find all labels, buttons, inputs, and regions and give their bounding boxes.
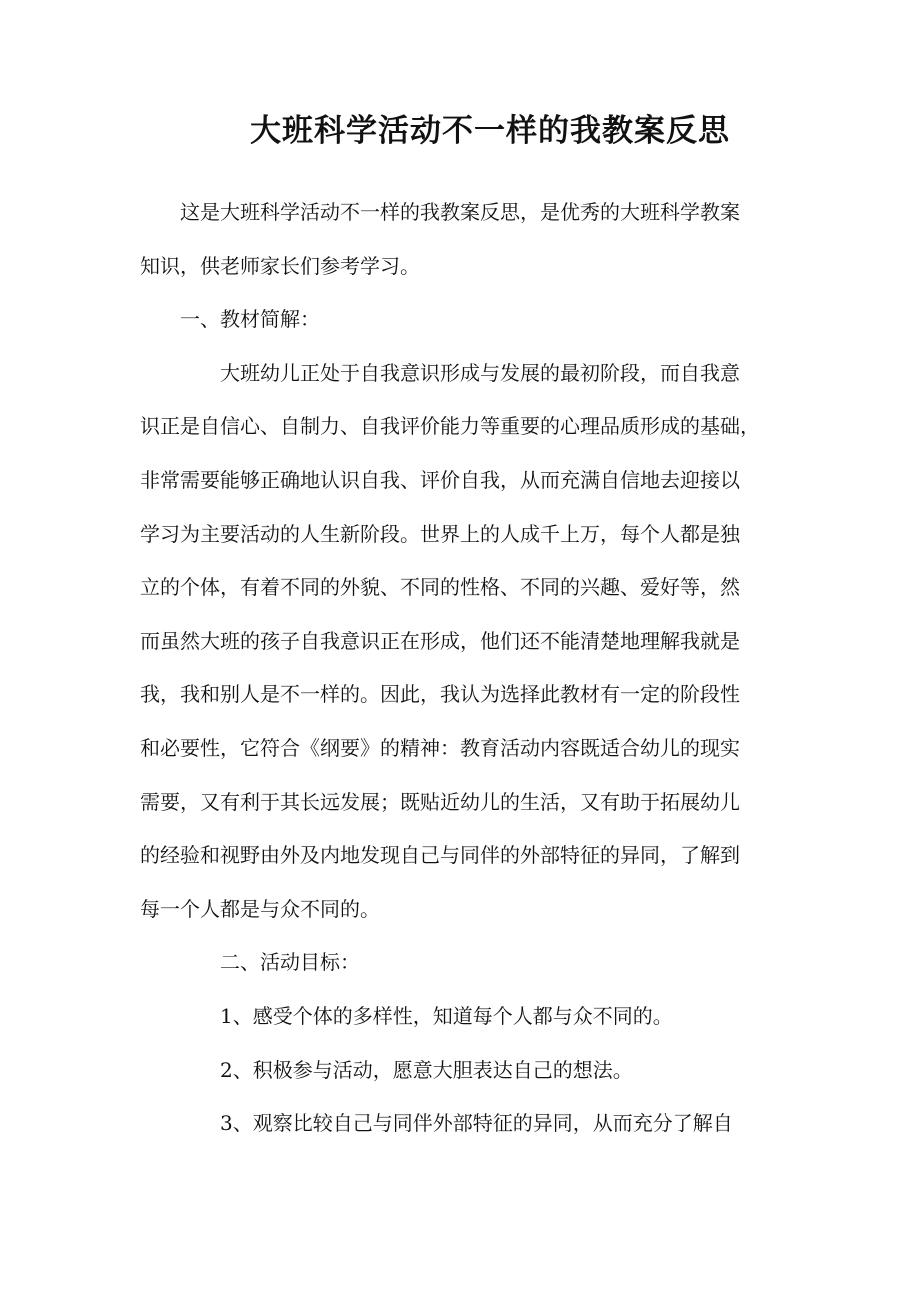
goal-item: 3、观察比较自己与同伴外部特征的异同，从而充分了解自	[220, 1111, 733, 1136]
paragraph-line: 我，我和别人是不一样的。因此，我认为选择此教材有一定的阶段性	[140, 682, 740, 707]
paragraph-line: 立的个体，有着不同的外貌、不同的性格、不同的兴趣、爱好等，然	[140, 575, 740, 600]
materials-paragraph	[140, 347, 790, 937]
paragraph-line: 而虽然大班的孩子自我意识正在形成，他们还不能清楚地理解我就是	[140, 628, 740, 653]
paragraph-line: 每一个人都是与众不同的。	[140, 896, 380, 921]
section-heading-materials: 一、教材简解：	[180, 307, 320, 332]
intro-line: 这是大班科学活动不一样的我教案反思，是优秀的大班科学教案	[180, 200, 740, 224]
paragraph-line: 大班幼儿正处于自我意识形成与发展的最初阶段，而自我意	[220, 360, 740, 385]
paragraph-line: 需要，又有利于其长远发展；既贴近幼儿的生活，又有助于拓展幼儿	[140, 789, 740, 814]
section-heading-goals: 二、活动目标：	[220, 950, 360, 975]
document-body	[140, 186, 790, 1151]
goal-item: 1、感受个体的多样性，知道每个人都与众不同的。	[220, 1003, 673, 1028]
paragraph-line: 和必要性，它符合《纲要》的精神：教育活动内容既适合幼儿的现实	[140, 735, 740, 760]
goal-item: 2、积极参与活动，愿意大胆表达自己的想法。	[220, 1057, 633, 1082]
intro-line: 知识，供老师家长们参考学习。	[140, 253, 420, 278]
paragraph-line: 的经验和视野由外及内地发现自己与同伴的外部特征的异同，了解到	[140, 843, 740, 868]
document-title: 大班科学活动不一样的我教案反思	[250, 113, 730, 149]
paragraph-line: 非常需要能够正确地认识自我、评价自我，从而充满自信地去迎接以	[140, 467, 740, 492]
paragraph-line: 识正是自信心、自制力、自我评价能力等重要的心理品质形成的基础，	[140, 414, 760, 439]
paragraph-line: 学习为主要活动的人生新阶段。世界上的人成千上万，每个人都是独	[140, 521, 740, 546]
intro-paragraph	[140, 186, 790, 293]
